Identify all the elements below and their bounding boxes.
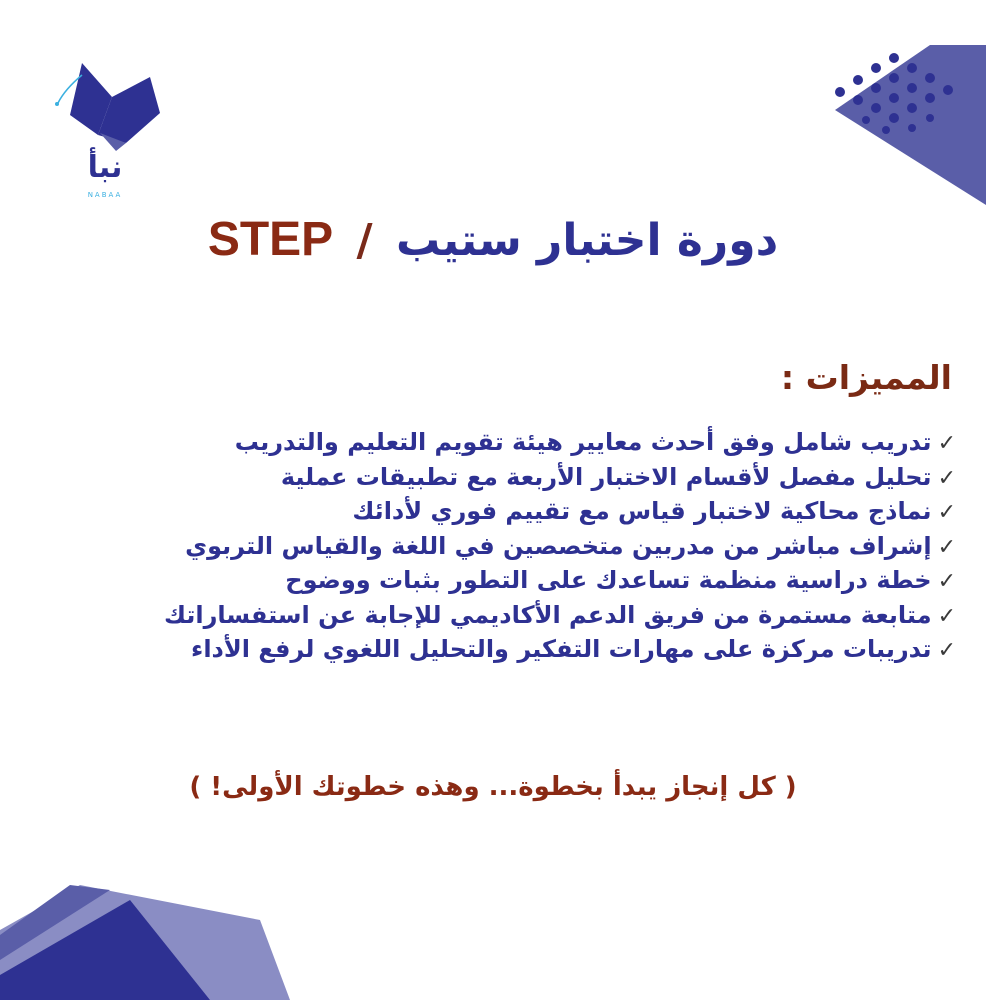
page-title [150,205,836,276]
logo-english-text: NABAA [87,191,123,199]
title-arabic: دورة اختبار ستيب [395,215,779,266]
check-icon: ✓ [937,500,956,525]
tagline: ( كل إنجاز يبدأ بخطوة... وهذه خطوتك الأولى! ) [189,772,797,802]
check-icon: ✓ [937,534,956,560]
features-heading: المميزات : [780,358,952,397]
check-icon: ✓ [937,569,956,594]
feature-item [156,598,956,633]
feature-text: إشراف مباشر من مدربين متخصصين في اللغة والقياس التربوي [185,531,932,560]
feature-text: خطة دراسية منظمة تساعدك على التطور بثبات ووضوح [285,566,932,594]
check-icon: ✓ [937,638,956,663]
feature-text: نماذج محاكية لاختبار قياس مع تقييم فوري لأدائك [352,497,932,525]
title-separator: / [356,215,373,266]
feature-text: تدريب شامل وفق أحدث معايير هيئة تقويم التعليم والتدريب [234,428,932,456]
features-list [156,425,956,667]
feature-text: تدريبات مركزة على مهارات التفكير والتحليل اللغوي لرفع الأداء [191,635,932,663]
feature-item [156,632,956,667]
check-icon: ✓ [937,431,956,456]
feature-text: متابعة مستمرة من فريق الدعم الأكاديمي للإجابة عن استفساراتك [164,600,932,629]
title-english: STEP [207,213,334,266]
feature-item [156,494,956,529]
logo [40,55,170,205]
butterfly-logo-icon [40,55,170,155]
feature-item [156,563,956,598]
feature-item [156,529,956,564]
check-icon: ✓ [937,603,956,629]
feature-item [156,460,956,495]
feature-text: تحليل مفصل لأقسام الاختبار الأربعة مع تطبيقات عملية [280,462,932,491]
feature-item [156,425,956,460]
check-icon: ✓ [937,465,956,491]
logo-arabic-text: نبأ [87,150,123,185]
